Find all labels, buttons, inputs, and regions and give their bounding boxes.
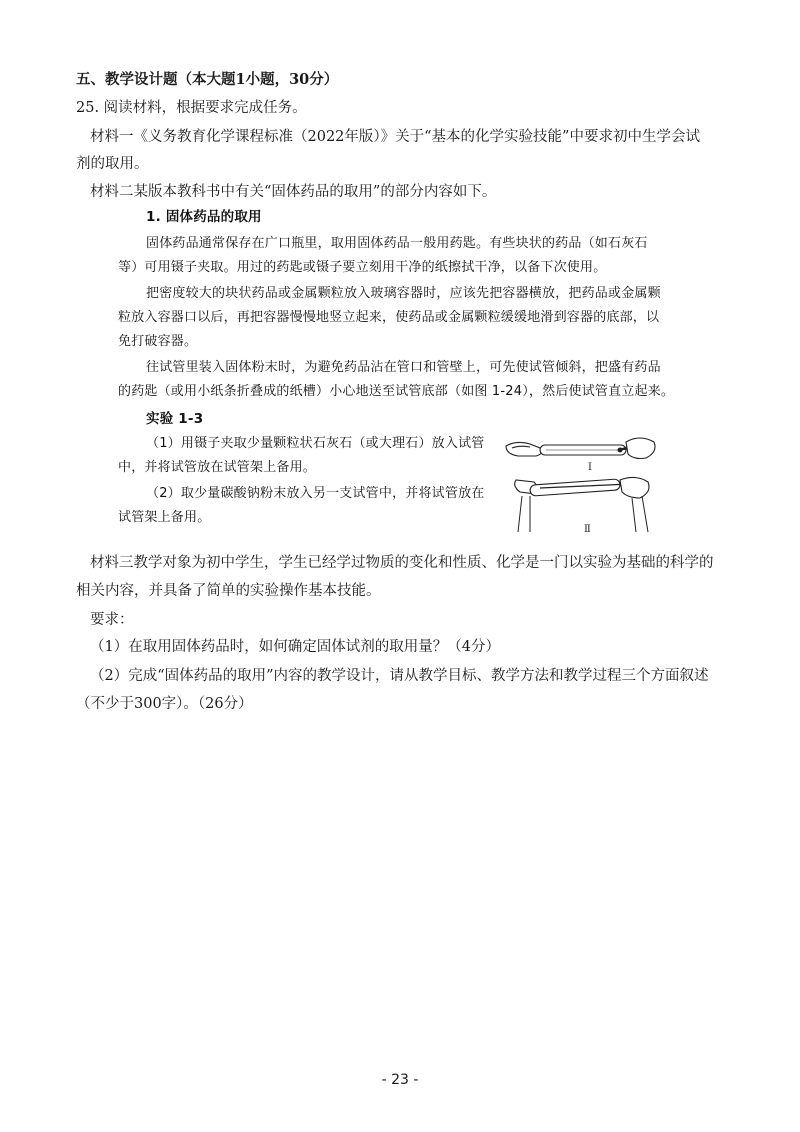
experiment1-line1: （1）用镊子夹取少量颗粒状石灰石（或大理石）放入试管: [146, 436, 485, 451]
test-tube-illustration: [500, 432, 660, 538]
figure-label-1: Ⅰ: [588, 462, 592, 473]
page-number: - 23 -: [381, 1072, 419, 1088]
experiment1-line2: 中，并将试管放在试管架上备用。: [118, 460, 317, 475]
material3-line1: 材料三教学对象为初中学生，学生已经学过物质的变化和性质、化学是一门以实验为基础的科学的: [90, 555, 714, 571]
material2-intro: 材料二某版本教科书中有关“固体药品的取用”的部分内容如下。: [90, 184, 497, 200]
textbook-p1-line2: 等）可用镊子夹取。用过的药匙或镊子要立刻用干净的纸擦拭干净，以备下次使用。: [118, 260, 607, 275]
experiment2-line2: 试管架上备用。: [118, 510, 211, 525]
question-intro: 25. 阅读材料，根据要求完成任务。: [76, 100, 307, 116]
material1-line2: 剂的取用。: [76, 156, 149, 172]
material3-line2: 相关内容，并具备了简单的实验操作基本技能。: [76, 583, 381, 599]
section-heading: 五、教学设计题（本大题1小题，30分）: [76, 71, 339, 88]
textbook-p1-line1: 固体药品通常保存在广口瓶里，取用固体药品一般用药匙。有些块状的药品（如石灰石: [146, 236, 648, 251]
textbook-p3-line2: 的药匙（或用小纸条折叠成的纸槽）小心地送至试管底部（如图 1-24），然后使试管直立起来。: [118, 384, 675, 399]
requirement-q2-line2: （不少于300字）。（26分）: [76, 696, 253, 712]
textbook-p2-line1: 把密度较大的块状药品或金属颗粒放入玻璃容器时，应该先把容器横放，把药品或金属颗: [146, 286, 661, 301]
textbook-p2-line3: 免打破容器。: [118, 334, 198, 349]
textbook-p2-line2: 粒放入容器口以后，再把容器慢慢地竖立起来，使药品或金属颗粒缓缓地滑到容器的底部，以: [118, 310, 660, 325]
experiment-heading: 实验 1-3: [146, 411, 204, 427]
experiment2-line1: （2）取少量碳酸钠粉末放入另一支试管中，并将试管放在: [146, 486, 485, 501]
requirement-q2-line1: （2）完成“固体药品的取用”内容的教学设计，请从教学目标、教学方法和教学过程三个方面叙述: [90, 668, 709, 684]
requirements-label: 要求：: [90, 612, 134, 628]
requirement-q1: （1）在取用固体药品时，如何确定固体试剂的取用量？（4分）: [90, 639, 500, 655]
textbook-heading: 1. 固体药品的取用: [146, 209, 262, 225]
material1-line1: 材料一《义务教育化学课程标准（2022年版）》关于“基本的化学实验技能”中要求初中生学会试: [90, 129, 700, 145]
figure-label-2: Ⅱ: [584, 524, 591, 535]
textbook-p3-line1: 往试管里装入固体粉末时，为避免药品沾在管口和管壁上，可先使试管倾斜，把盛有药品: [146, 360, 661, 375]
